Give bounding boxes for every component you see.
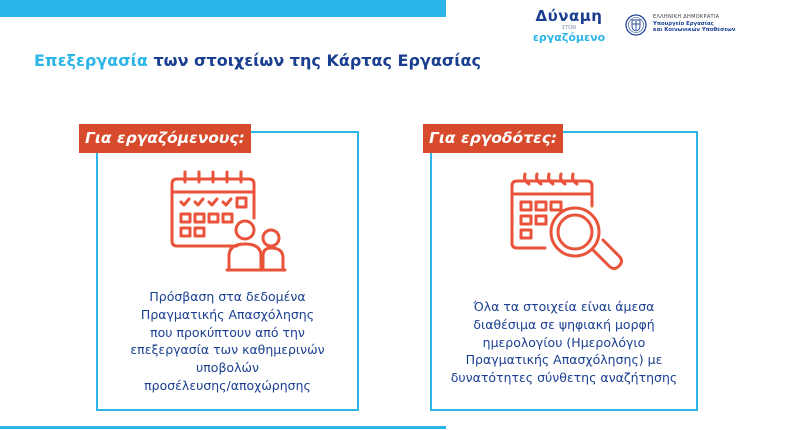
brand-logo-middle: ΣΤΟΝ [562,25,576,31]
text-line: που προκύπτουν από την [150,324,305,340]
page-title [34,51,481,70]
text-line: επεξεργασία των καθημερινών [130,342,325,358]
text-line: προσέλευσης/αποχώρησης [144,377,311,393]
text-line: Πρόσβαση στα δεδομένα [149,289,306,304]
text-line: Όλα τα στοιχεία είναι άμεσα [473,299,655,314]
ministry-line-3: και Κοινωνικών Υποθέσεων [653,26,736,33]
page-title-rest: των στοιχείων της Κάρτας Εργασίας [147,51,481,70]
brand-logo [529,9,609,43]
text-line: Πραγματικής Απασχόλησης) με [465,352,663,368]
brand-logo-bottom: εργαζόμενο [532,31,606,44]
top-accent-bar [0,0,446,17]
employee-card-text [100,288,355,395]
calendar-search-icon [505,170,635,275]
greek-seal-icon [625,14,647,36]
text-line: διαθέσιμα σε ψηφιακή μορφή [473,316,655,332]
employee-card-label: Για εργαζόμενους: [79,124,251,153]
ministry-line-2: Υπουργείο Εργασίας [653,20,714,27]
calendar-people-icon [167,170,287,275]
text-line: υποβολών [196,360,259,375]
employer-card-label: Για εργοδότες: [423,124,563,153]
brand-logo-top: Δύναμη [535,7,603,25]
page-title-highlight: Επεξεργασία [34,51,148,70]
text-line: Πραγματικής Απασχόλησης [140,306,315,322]
ministry-label [653,15,735,33]
employer-card-text [436,298,692,387]
text-line: ημερολογίου (Ημερολόγιο [482,334,646,350]
bottom-accent-bar [0,426,446,429]
text-line: δυνατότητες σύνθετης αναζήτησης [450,370,678,385]
ministry-line-1: ΕΛΛΗΝΙΚΗ ΔΗΜΟΚΡΑΤΙΑ [653,14,720,20]
